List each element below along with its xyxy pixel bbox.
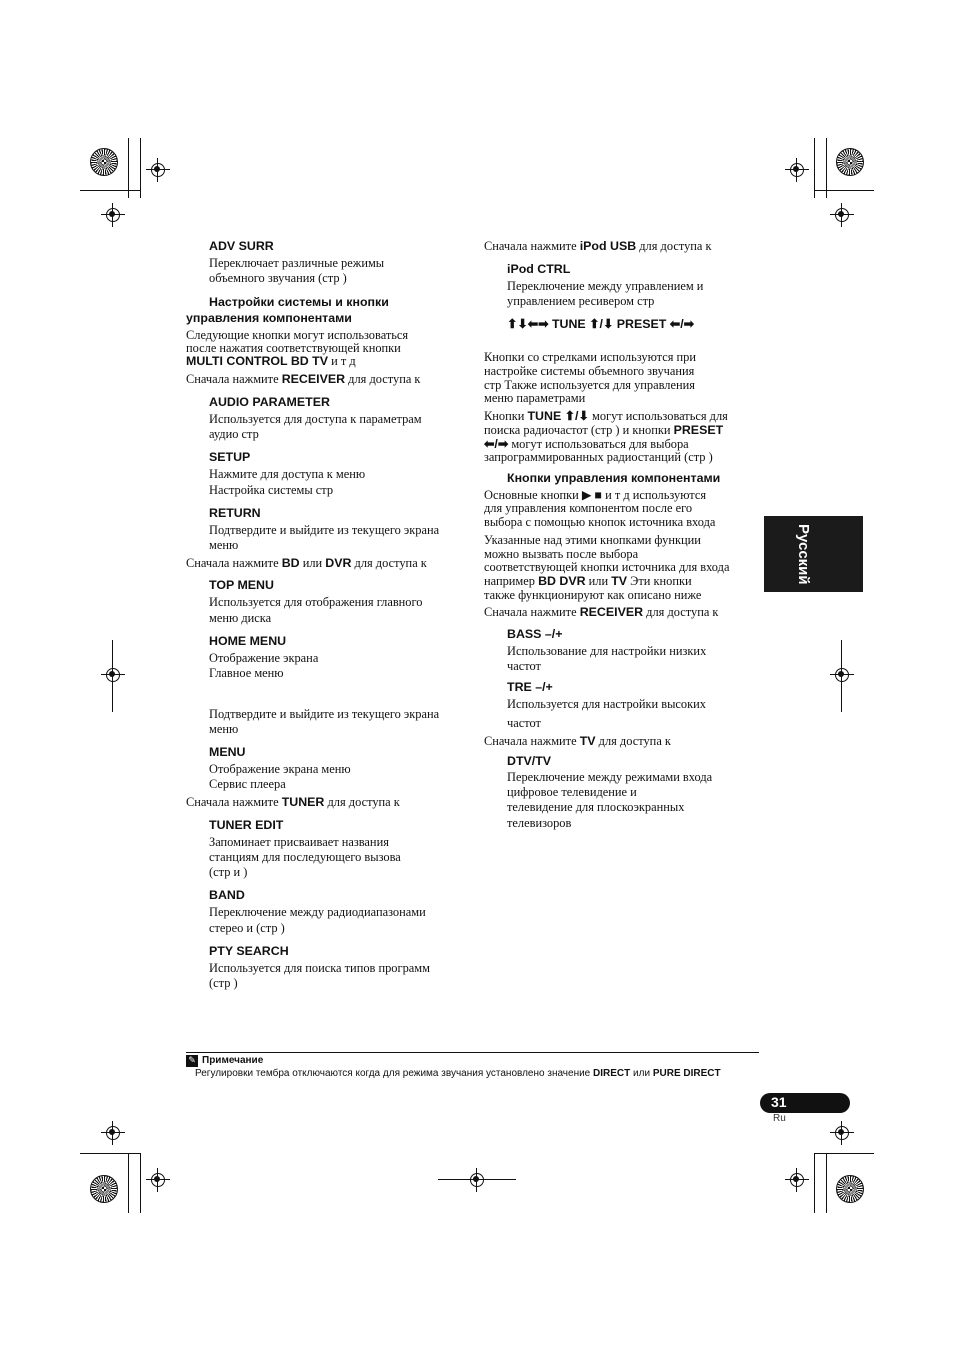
arrows-text-4: меню параметрами — [484, 391, 586, 405]
component-heading: Кнопки управления компонентами — [507, 471, 721, 485]
first-press-tv: Сначала нажмите TV для доступа к — [484, 734, 671, 748]
ipod-ctrl-heading: iPod CTRL — [507, 262, 571, 276]
audio-parameter-text-1: Используется для доступа к параметрам — [209, 412, 422, 426]
registration-mark-icon — [146, 158, 170, 182]
menu-heading: MENU — [209, 745, 246, 759]
system-text-3: MULTI CONTROL BD TV и т д — [186, 354, 356, 368]
dtv-tv-text-4: телевизоров — [507, 816, 572, 830]
arrows-heading: ⬆⬇⬅➡ TUNE ⬆/⬇ PRESET ⬅/➡ — [507, 317, 695, 331]
component-text-1: Основные кнопки ▶ ■ и т д используются — [484, 488, 707, 502]
crop-line — [826, 1153, 827, 1213]
registration-mark-icon — [101, 663, 125, 687]
first-press-receiver-2: Сначала нажмите RECEIVER для доступа к — [484, 605, 719, 619]
first-press-receiver: Сначала нажмите RECEIVER для доступа к — [186, 372, 421, 386]
setup-heading: SETUP — [209, 450, 251, 464]
arrows-text-1: Кнопки со стрелками используются при — [484, 350, 696, 364]
setup-text-2: Настройка системы стр — [209, 483, 334, 497]
system-heading-1: Настройки системы и кнопки — [209, 295, 389, 309]
dtv-tv-text-3: телевидение для плоскоэкранных — [507, 800, 685, 814]
registration-mark-icon — [146, 1168, 170, 1192]
adv-surr-text-1: Переключает различные режимы — [209, 256, 385, 270]
return-text-2: меню — [209, 538, 239, 552]
audio-parameter-heading: AUDIO PARAMETER — [209, 395, 330, 409]
registration-mark-icon — [830, 203, 854, 227]
bass-text-1: Использование для настройки низких — [507, 644, 707, 658]
tuner-edit-text-3: (стр и ) — [209, 865, 248, 879]
crop-line — [841, 640, 842, 712]
page-number-badge — [760, 1093, 850, 1113]
note-icon: ✎ — [186, 1055, 198, 1067]
crop-line — [140, 1153, 141, 1213]
source-text-2: можно вызвать после выбора — [484, 547, 639, 561]
tune-text-1: Кнопки TUNE ⬆/⬇ могут использоваться для — [484, 409, 728, 423]
home-menu-heading: HOME MENU — [209, 634, 287, 648]
page-language: Ru — [773, 1113, 786, 1124]
registration-mark-icon — [830, 1121, 854, 1145]
crop-line — [128, 1153, 129, 1213]
source-text-5: также функционируют как описано ниже — [484, 588, 702, 602]
tuner-edit-text-1: Запоминает присваивает названия — [209, 835, 389, 849]
registration-star-icon — [90, 1175, 118, 1203]
crop-line — [140, 138, 141, 198]
confirm-text-1: Подтвердите и выйдите из текущего экрана — [209, 707, 440, 721]
arrows-text-2: настройке системы объемного звучания — [484, 364, 695, 378]
registration-star-icon — [90, 148, 118, 176]
tune-text-2: поиска радиочастот (стр ) и кнопки PRESET — [484, 423, 724, 437]
band-text-2: стерео и (стр ) — [209, 921, 285, 935]
arrows-text-3: стр Также используется для управления — [484, 378, 695, 392]
ipod-ctrl-text-2: управлением ресивером стр — [507, 294, 655, 308]
bass-text-2: частот — [507, 659, 541, 673]
crop-line — [814, 1153, 874, 1154]
treble-text-1: Используется для настройки высоких — [507, 697, 706, 711]
crop-line — [80, 1153, 140, 1154]
top-menu-heading: TOP MENU — [209, 578, 274, 592]
crop-line — [112, 640, 113, 712]
tuner-edit-text-2: станциям для последующего вызова — [209, 850, 401, 864]
crop-line — [80, 190, 140, 191]
system-text-2: после нажатия соответствующей кнопки — [186, 341, 401, 355]
dtv-tv-text-1: Переключение между режимами входа — [507, 770, 713, 784]
note-text: Регулировки тембра отключаются когда для режима звучания установлено значение DIRECT или PURE DIRECT — [195, 1068, 721, 1079]
registration-mark-icon — [101, 1121, 125, 1145]
band-heading: BAND — [209, 888, 245, 902]
crop-line — [814, 138, 815, 198]
crop-line — [814, 190, 874, 191]
dtv-tv-heading: DTV/TV — [507, 754, 552, 768]
registration-mark-icon — [101, 203, 125, 227]
source-text-3: соответствующей кнопки источника для входа — [484, 560, 730, 574]
registration-star-icon — [836, 148, 864, 176]
menu-text-2: Сервис плеера — [209, 777, 286, 791]
crop-line — [128, 138, 129, 198]
crop-line — [826, 138, 827, 198]
first-press-bd: Сначала нажмите BD или DVR для доступа к — [186, 556, 427, 570]
crop-line — [814, 1153, 815, 1213]
adv-surr-heading: ADV SURR — [209, 239, 274, 253]
note-divider — [186, 1052, 759, 1053]
setup-text-1: Нажмите для доступа к меню — [209, 467, 366, 481]
first-press-ipod: Сначала нажмите iPod USB для доступа к — [484, 239, 712, 253]
language-tab-label: Русский — [795, 524, 812, 585]
confirm-text-2: меню — [209, 722, 239, 736]
first-press-tuner: Сначала нажмите TUNER для доступа к — [186, 795, 400, 809]
dtv-tv-text-2: цифровое телевидение и — [507, 785, 637, 799]
registration-mark-icon — [830, 663, 854, 687]
language-tab — [764, 516, 863, 592]
treble-text-2: частот — [507, 716, 541, 730]
system-text-1: Следующие кнопки могут использоваться — [186, 328, 409, 342]
source-text-1: Указанные над этими кнопками функции — [484, 533, 701, 547]
return-text-1: Подтвердите и выйдите из текущего экрана — [209, 523, 440, 537]
tuner-edit-heading: TUNER EDIT — [209, 818, 284, 832]
registration-mark-icon — [465, 1168, 489, 1192]
return-heading: RETURN — [209, 506, 261, 520]
source-text-4: например BD DVR или TV Эти кнопки — [484, 574, 692, 588]
crop-line — [438, 1179, 516, 1180]
tune-text-3: ⬅/➡ могут использоваться для выбора — [484, 437, 689, 451]
note-title: Примечание — [202, 1055, 264, 1066]
key-labels: MULTI CONTROL BD TV — [186, 354, 329, 368]
home-menu-text-2: Главное меню — [209, 666, 284, 680]
system-heading-2: управления компонентами — [186, 311, 352, 325]
treble-heading: TRE –/+ — [507, 680, 553, 694]
menu-text-1: Отображение экрана меню — [209, 762, 351, 776]
pty-search-text-1: Используется для поиска типов программ — [209, 961, 430, 975]
registration-mark-icon — [785, 158, 809, 182]
ipod-ctrl-text-1: Переключение между управлением и — [507, 279, 704, 293]
top-menu-text-2: меню диска — [209, 611, 272, 625]
pty-search-heading: PTY SEARCH — [209, 944, 289, 958]
adv-surr-text-2: объемного звучания (стр ) — [209, 271, 347, 285]
component-text-2: для управления компонентом после его — [484, 501, 693, 515]
registration-mark-icon — [785, 1168, 809, 1192]
page-number: 31 — [771, 1094, 787, 1110]
audio-parameter-text-2: аудио стр — [209, 427, 259, 441]
home-menu-text-1: Отображение экрана — [209, 651, 319, 665]
component-text-3: выбора с помощью кнопок источника входа — [484, 515, 716, 529]
band-text-1: Переключение между радиодиапазонами — [209, 905, 426, 919]
pty-search-text-2: (стр ) — [209, 976, 238, 990]
tune-text-4: запрограммированных радиостанций (стр ) — [484, 450, 713, 464]
registration-star-icon — [836, 1175, 864, 1203]
bass-heading: BASS –/+ — [507, 627, 563, 641]
top-menu-text-1: Используется для отображения главного — [209, 595, 423, 609]
